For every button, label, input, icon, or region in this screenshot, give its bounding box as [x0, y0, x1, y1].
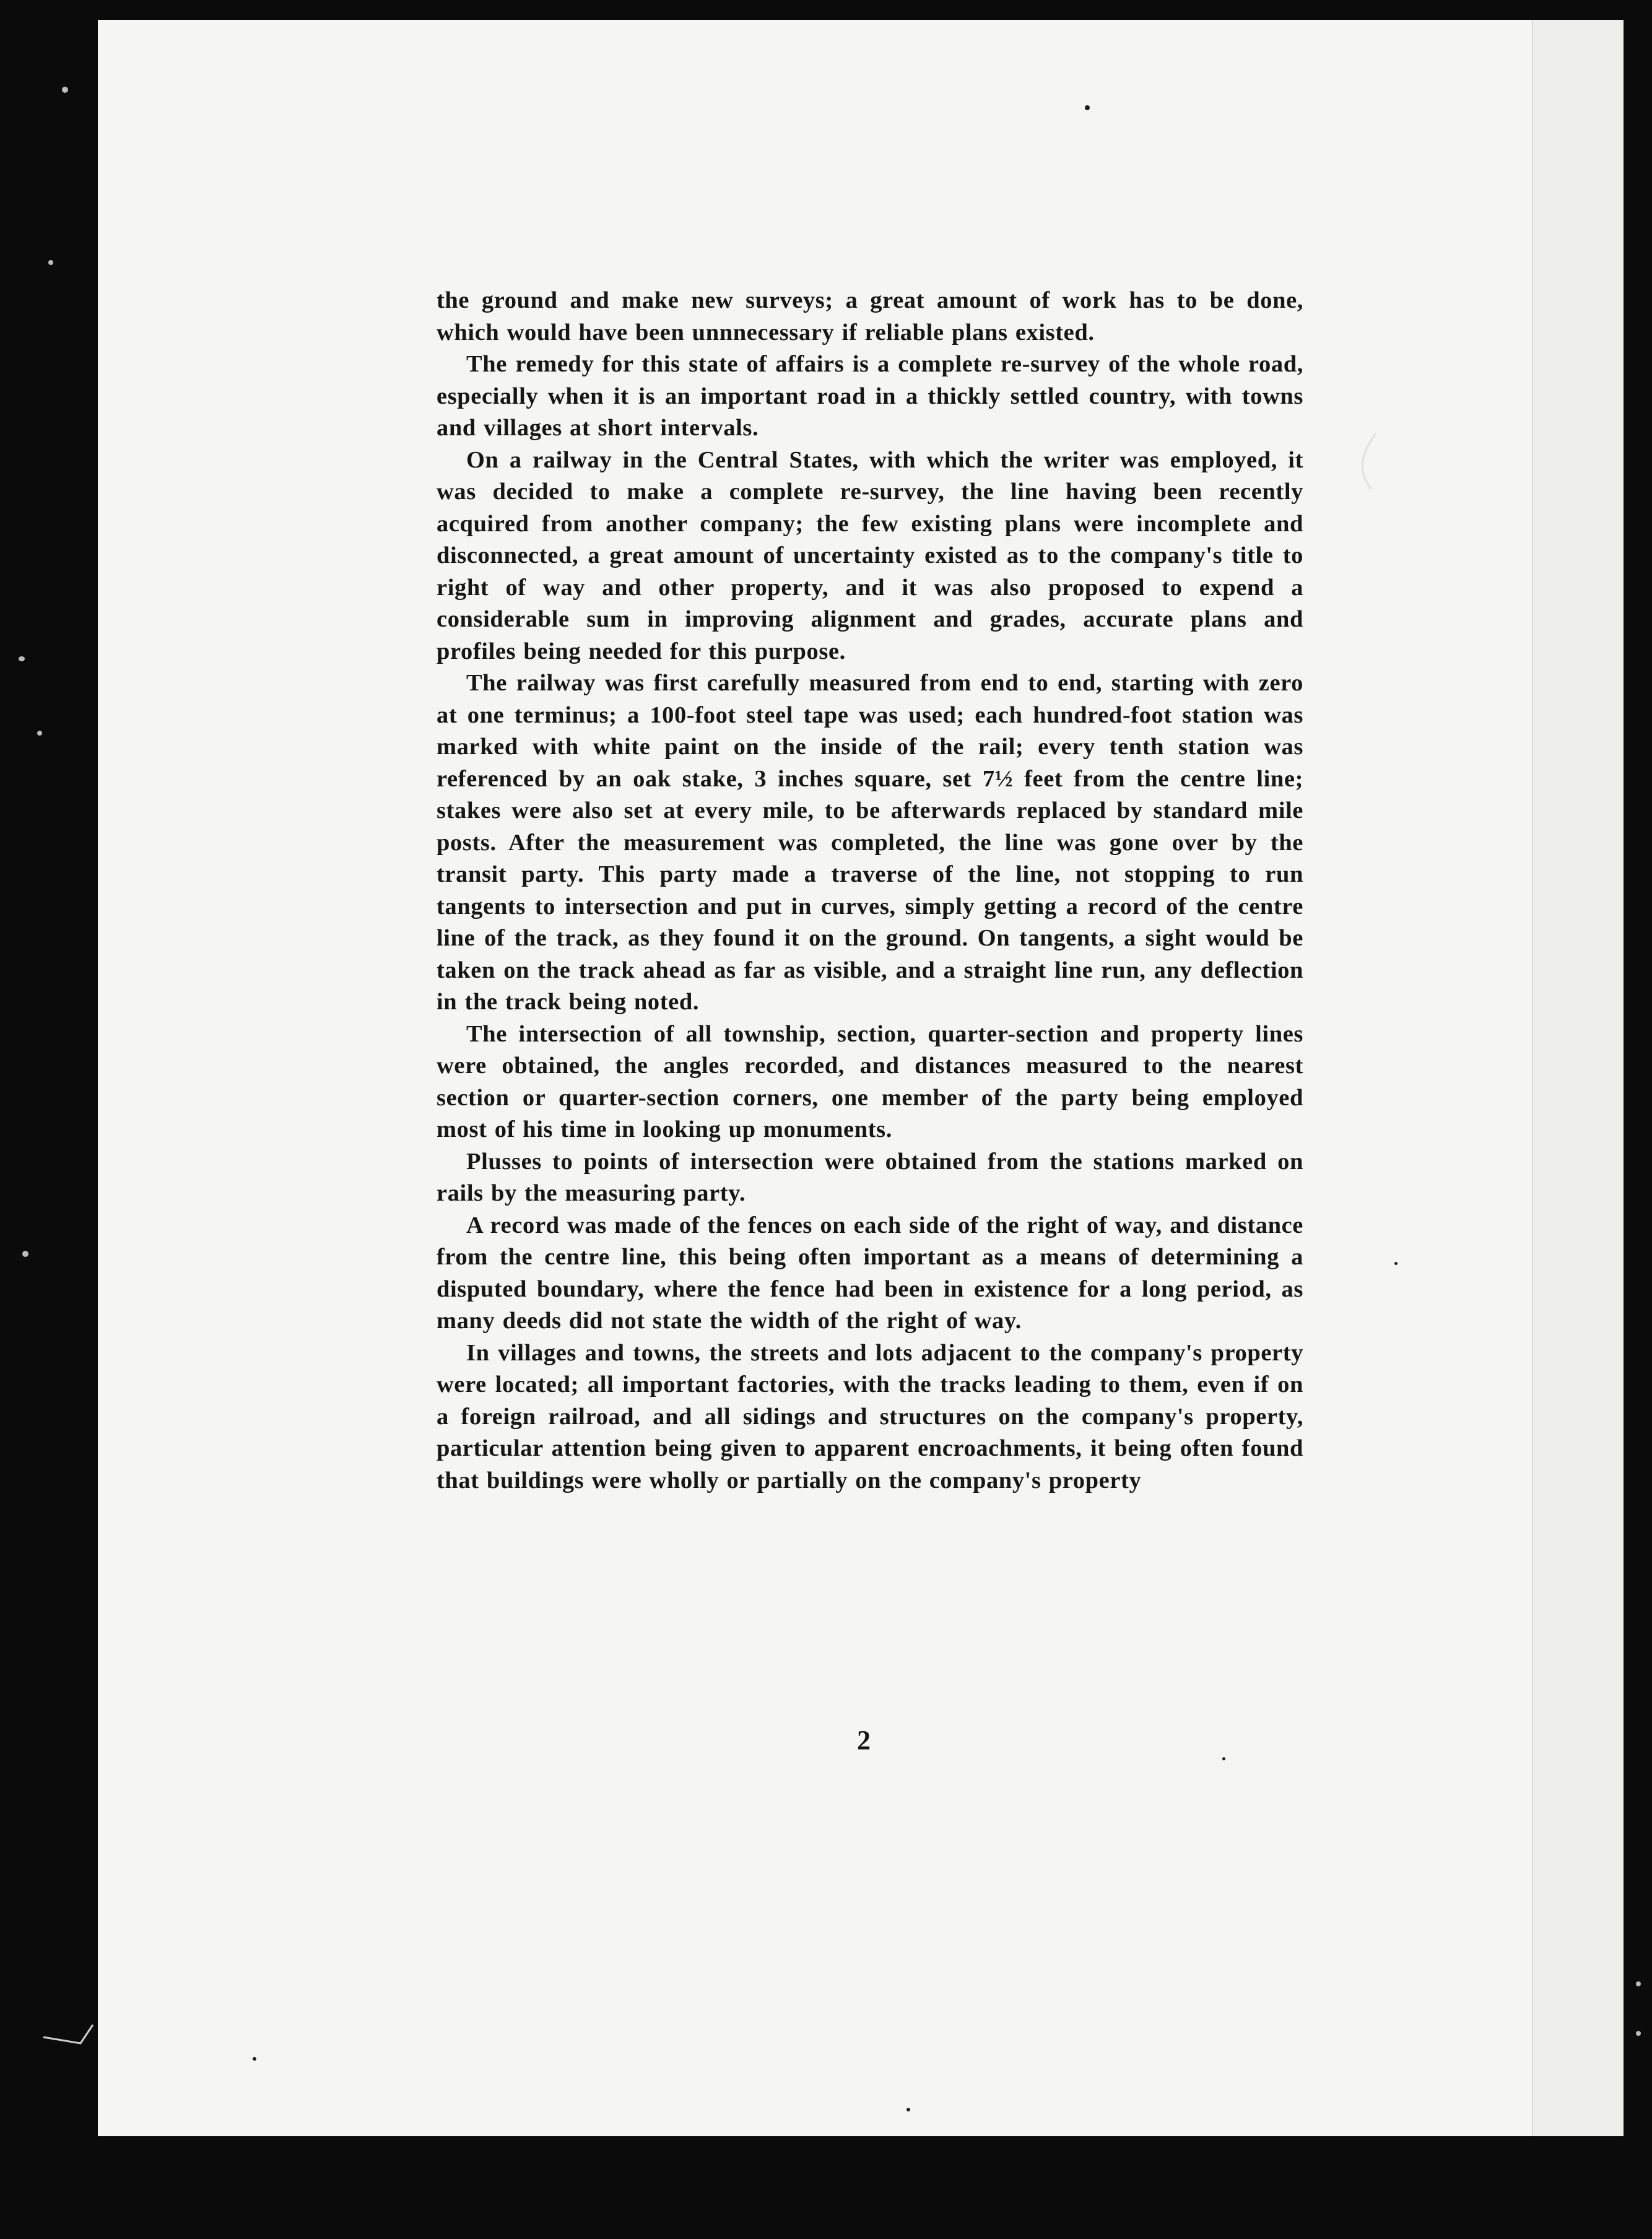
body-text: [437, 285, 1303, 1497]
ink-speck: [1394, 1262, 1398, 1265]
paragraph: the ground and make new surveys; a great amount of work has to be done, which would have been unnnecessary if reliable plans existed.: [437, 287, 1303, 346]
paragraph: The remedy for this state of affairs is a complete re-survey of the whole road, especially when it is an important road in a thickly settled country, with towns and villages at short intervals.: [437, 351, 1303, 441]
dust-speck: [62, 87, 68, 93]
paragraph: On a railway in the Central States, with which the writer was employed, it was decided to make a complete re-survey, the line having been recently acquired from another company; the few existing plans were incomplete and disconnected, a great amount of uncertainty existed as to the company's title to right of way and other property, and it was also proposed to expend a considerable sum in improving alignment and grades, accurate plans and profiles being needed for this purpose.: [437, 446, 1303, 664]
dust-speck: [19, 656, 25, 661]
paragraph: In villages and towns, the streets and lots adjacent to the company's property were located; all important factories, with the tracks leading to them, even if on a foreign railroad, and all sidings and structures on the company's property, particular attention being given to apparent encroachments, it being often found that buildings were wholly or partially on the company's property: [437, 1339, 1303, 1493]
dust-speck: [1636, 1981, 1641, 1986]
facing-page-edge: [1532, 20, 1624, 2136]
paragraph: Plusses to points of intersection were obtained from the stations marked on rails by the measuring party.: [437, 1148, 1303, 1206]
paragraph: The intersection of all township, section, quarter-section and property lines were obtained, the angles recorded, and distances measured to the nearest section or quarter-section corners, one member of the party being employed most of his time in looking up monuments.: [437, 1020, 1303, 1142]
ink-speck: [253, 2057, 256, 2061]
dust-speck: [1636, 2031, 1641, 2036]
dust-speck: [22, 1251, 28, 1257]
dust-speck: [48, 260, 53, 265]
ink-speck: [906, 2108, 910, 2111]
dust-speck: [37, 731, 42, 736]
paragraph: The railway was first carefully measured from end to end, starting with zero at one terminus; a 100-foot steel tape was used; each hundred-foot station was marked with white paint on the inside of the rail; every tenth station was referenced by an oak stake, 3 inches square, set 7½ feet from the centre line; stakes were also set at every mile, to be afterwards replaced by standard mile posts. After the measurement was completed, the line was gone over by the transit party. This party made a traverse of the line, not stopping to run tangents to intersection and put in curves, simply getting a record of the centre line of the track, as they found it on the ground. On tangents, a sight would be taken on the track ahead as far as visible, and a straight line run, any deflection in the track being noted.: [437, 670, 1303, 1015]
page-number: 2: [857, 1725, 871, 1755]
ink-speck: [1085, 105, 1090, 110]
ink-speck: [1222, 1757, 1225, 1760]
paragraph: A record was made of the fences on each side of the right of way, and distance from the centre line, this being often important as a means of determining a disputed boundary, where the fence had been in existence for a long period, as many deeds did not state the width of the right of way.: [437, 1212, 1303, 1334]
